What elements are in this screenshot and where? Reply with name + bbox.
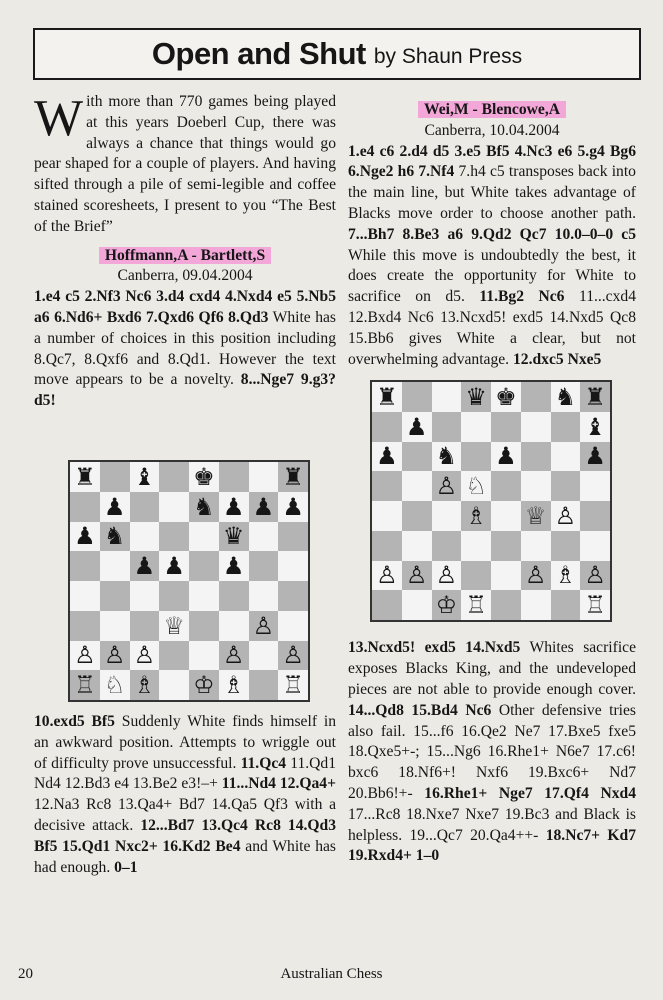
board-square [249, 670, 279, 700]
game2-event: Canberra, 10.04.2004 [424, 121, 560, 139]
chess-diagram-game1 [68, 460, 310, 702]
game1-moves-e: 11...Nd4 12.Qa4+ [221, 775, 336, 793]
intro-paragraph [34, 92, 336, 238]
game1-paragraph-2 [34, 712, 336, 878]
board-square [491, 590, 521, 620]
board-square [100, 462, 130, 492]
game2-moves-a: 1.e4 c6 2.d4 d5 3.e5 Bf5 4.Nc3 e6 5.g4 Bg6 6.Nge2 h6 7.Nf4 [348, 142, 636, 181]
chess-piece-icon: ♚ [491, 382, 521, 412]
game2-players: Wei,M - Blencowe,A [418, 101, 566, 118]
board-square [491, 412, 521, 442]
game2-moves-g: 16.Rhe1+ Nge7 17.Qf4 Nxd4 [424, 784, 636, 802]
chess-piece-icon: ♖ [580, 590, 610, 620]
board-square [130, 522, 160, 552]
board-square [70, 492, 100, 522]
chess-piece-icon: ♟ [402, 412, 432, 442]
game2-moves-h: 18.Nc7+ Kd7 19.Rxd4+ 1–0 [348, 826, 637, 865]
board-square [521, 590, 551, 620]
game1-event: Canberra, 09.04.2004 [117, 267, 253, 285]
chess-piece-icon: ♟ [100, 492, 130, 522]
game2-heading [348, 100, 636, 121]
board-square [130, 611, 160, 641]
board-square [70, 611, 100, 641]
game2-moves-d: 12.dxc5 Nxe5 [512, 350, 602, 368]
board-square [100, 551, 130, 581]
board-square [491, 501, 521, 531]
game2-paragraph-1 [348, 142, 636, 371]
game1-moves-a: 1.e4 c5 2.Nf3 Nc6 3.d4 cxd4 4.Nxd4 e5 5.Nb5 a6 6.Nd6+ Bxd6 7.Qxd6 Qf6 8.Qd3 [34, 288, 336, 326]
game1-comment-d: 12.Na3 Rc8 13.Qa4+ Bd7 14.Qa5 Qf3 with a decisive attack. [34, 796, 336, 834]
game2-moves-b: 7...Bh7 8.Be3 a6 9.Qd2 Qc7 10.0–0–0 c5 [348, 225, 636, 243]
chess-piece-icon: ♔ [432, 590, 462, 620]
board-square [70, 551, 100, 581]
board-square [402, 531, 432, 561]
chess-piece-icon: ♙ [278, 641, 308, 671]
board-square [159, 462, 189, 492]
board-square [461, 442, 491, 472]
board-square [551, 471, 581, 501]
board-square [100, 581, 130, 611]
game1-paragraph-1 [34, 287, 336, 412]
game1-moves-b: 8...Nge7 9.g3? d5! [34, 371, 336, 410]
board-square [521, 531, 551, 561]
board-square [159, 641, 189, 671]
chess-piece-icon: ♙ [100, 641, 130, 671]
board-square [402, 471, 432, 501]
board-square [491, 561, 521, 591]
board-square [372, 501, 402, 531]
game1-comment-a: White has a number of choices in this position including 8.Qc7, 8.Qxf6 and 8.Qd1. However the text move appears to be a novelty. [34, 308, 336, 389]
board-square [278, 581, 308, 611]
game2-moves-e: 13.Ncxd5! exd5 14.Nxd5 [348, 639, 521, 657]
board-square [402, 382, 432, 412]
chess-piece-icon: ♝ [580, 412, 610, 442]
board-square [580, 471, 610, 501]
chess-piece-icon: ♟ [491, 442, 521, 472]
game2-comment-c: 11...cxd4 12.Bxd4 Nc6 13.Ncxd5! exd5 14.Nxd5 Qc8 15.Bb6 gives White a clear, but not overwhelming advantage. [348, 288, 636, 368]
chess-piece-icon: ♟ [219, 492, 249, 522]
board-square [159, 581, 189, 611]
board-square [551, 531, 581, 561]
game1-heading [34, 246, 336, 267]
board-square [249, 551, 279, 581]
chess-diagram-game2 [370, 380, 612, 622]
chess-piece-icon: ♝ [130, 462, 160, 492]
game1-moves-f: 12...Bd7 13.Qc4 Rc8 14.Qd3 Bf5 15.Qd1 Nxc2+ 16.Kd2 Be4 [34, 816, 337, 855]
game2-comment-f: 17...Rc8 18.Nxe7 Nxe7 19.Bc3 and Black is helpless. 19...Qc7 20.Qa4++- [348, 805, 636, 844]
board-square [189, 641, 219, 671]
chess-piece-icon: ♙ [249, 611, 279, 641]
chess-piece-icon: ♟ [130, 551, 160, 581]
chess-piece-icon: ♜ [278, 462, 308, 492]
game2-moves-f: 14...Qd8 15.Bd4 Nc6 [348, 701, 492, 719]
board-square [159, 670, 189, 700]
board-square [551, 590, 581, 620]
board-square [491, 531, 521, 561]
board-square [402, 442, 432, 472]
page-number: 20 [18, 966, 33, 982]
game2-comment-d: Whites sacrifice exposes Blacks King, and the undeveloped pieces are not able to provide enough cover. [348, 639, 636, 698]
game1-comment-e: and White has had enough. [34, 837, 336, 876]
board-square [70, 581, 100, 611]
board-square [159, 492, 189, 522]
board-square [551, 412, 581, 442]
chess-piece-icon: ♙ [130, 641, 160, 671]
board-square [432, 531, 462, 561]
chess-piece-icon: ♛ [461, 382, 491, 412]
board-square [100, 611, 130, 641]
board-square [130, 581, 160, 611]
game2-moves-c: 11.Bg2 Nc6 [479, 288, 565, 306]
chess-piece-icon: ♜ [580, 382, 610, 412]
board-square [432, 412, 462, 442]
board-square [249, 641, 279, 671]
board-square [219, 581, 249, 611]
game1-moves-d: 11.Qc4 [240, 754, 287, 772]
article-byline: by Shaun Press [373, 45, 523, 68]
chess-piece-icon: ♞ [189, 492, 219, 522]
chess-piece-icon: ♙ [580, 561, 610, 591]
drop-cap: W [34, 90, 84, 147]
article-title-box [33, 28, 641, 80]
intro-text: ith more than 770 games being played at this years Doeberl Cup, there was always a chance that things would go pear shaped for a couple of players. And having sifted through a pile of semi-legible and coffee stained scoresheets, I present to you “The Best of the Brief” [34, 93, 336, 235]
board-square [432, 501, 462, 531]
board-square [372, 590, 402, 620]
chess-piece-icon: ♗ [461, 501, 491, 531]
board-square [432, 382, 462, 412]
game2-paragraph-2 [348, 638, 636, 867]
chess-piece-icon: ♟ [372, 442, 402, 472]
board-square [521, 412, 551, 442]
board-square [372, 471, 402, 501]
chess-piece-icon: ♖ [278, 670, 308, 700]
game1-comment-b: Suddenly White finds himself in an awkward position. Attempts to wriggle out of difficulty prove unsuccessful. [34, 712, 336, 772]
chess-piece-icon: ♖ [70, 670, 100, 700]
chess-piece-icon: ♟ [249, 492, 279, 522]
board-square [130, 492, 160, 522]
chess-piece-icon: ♞ [432, 442, 462, 472]
chess-piece-icon: ♙ [521, 561, 551, 591]
board-square [521, 471, 551, 501]
chess-piece-icon: ♟ [580, 442, 610, 472]
chess-piece-icon: ♙ [372, 561, 402, 591]
chess-piece-icon: ♗ [551, 561, 581, 591]
board-square [372, 531, 402, 561]
chess-piece-icon: ♙ [432, 561, 462, 591]
chess-piece-icon: ♙ [70, 641, 100, 671]
board-square [372, 412, 402, 442]
chess-piece-icon: ♟ [219, 551, 249, 581]
board-square [189, 522, 219, 552]
board-square [461, 561, 491, 591]
chess-piece-icon: ♔ [189, 670, 219, 700]
game2-comment-b: While this move is undoubtedly the best, it does create the opportunity for White to sacrifice on d5. [348, 246, 636, 306]
chess-piece-icon: ♜ [372, 382, 402, 412]
board-square [461, 412, 491, 442]
game1-comment-c: 11.Qd1 Nd4 12.Bd3 e4 13.Be2 e3!–+ [34, 754, 336, 793]
game2-comment-e: Other defensive tries also fail. 15...f6 16.Qe2 Ne7 17.Bxe5 fxe5 18.Qxe5+-; 15...Ng6 16.Rhe1+ N6e7 17.c6! bxc6 18.Nf6+! Nxf6 19.Bxc6+ Nd7 20.Bb6!+- [348, 701, 636, 802]
board-square [189, 581, 219, 611]
chess-piece-icon: ♙ [432, 471, 462, 501]
board-square [249, 462, 279, 492]
board-square [461, 531, 491, 561]
chess-piece-icon: ♞ [100, 522, 130, 552]
board-square [249, 522, 279, 552]
chess-piece-icon: ♕ [521, 501, 551, 531]
chess-piece-icon: ♖ [461, 590, 491, 620]
chess-piece-icon: ♙ [402, 561, 432, 591]
chess-piece-icon: ♟ [70, 522, 100, 552]
chess-piece-icon: ♛ [219, 522, 249, 552]
chess-piece-icon: ♙ [551, 501, 581, 531]
board-square [278, 611, 308, 641]
board-square [580, 501, 610, 531]
board-square [159, 522, 189, 552]
board-square [551, 442, 581, 472]
chess-piece-icon: ♞ [551, 382, 581, 412]
chess-piece-icon: ♗ [130, 670, 160, 700]
board-square [521, 442, 551, 472]
board-square [402, 501, 432, 531]
board-square [521, 382, 551, 412]
board-square [580, 531, 610, 561]
board-square [402, 590, 432, 620]
chess-piece-icon: ♘ [461, 471, 491, 501]
board-square [491, 471, 521, 501]
board-square [249, 581, 279, 611]
chess-piece-icon: ♜ [70, 462, 100, 492]
board-square [189, 611, 219, 641]
game1-players: Hoffmann,A - Bartlett,S [99, 247, 271, 264]
chess-piece-icon: ♙ [219, 641, 249, 671]
chess-piece-icon: ♕ [159, 611, 189, 641]
board-square [189, 551, 219, 581]
game1-moves-c: 10.exd5 Bf5 [34, 712, 115, 730]
article-title: Open and Shut [151, 36, 366, 71]
chess-piece-icon: ♘ [100, 670, 130, 700]
board-square [219, 462, 249, 492]
chess-piece-icon: ♟ [159, 551, 189, 581]
chess-piece-icon: ♚ [189, 462, 219, 492]
publication-name: Australian Chess [280, 966, 383, 982]
chess-piece-icon: ♗ [219, 670, 249, 700]
game2-comment-a: 7.h4 c5 transposes back into the main line, but White takes advantage of Blacks move order to choose another path. [348, 163, 636, 222]
board-square [278, 551, 308, 581]
game1-result: 0–1 [114, 858, 138, 876]
board-square [278, 522, 308, 552]
board-square [219, 611, 249, 641]
chess-piece-icon: ♟ [278, 492, 308, 522]
